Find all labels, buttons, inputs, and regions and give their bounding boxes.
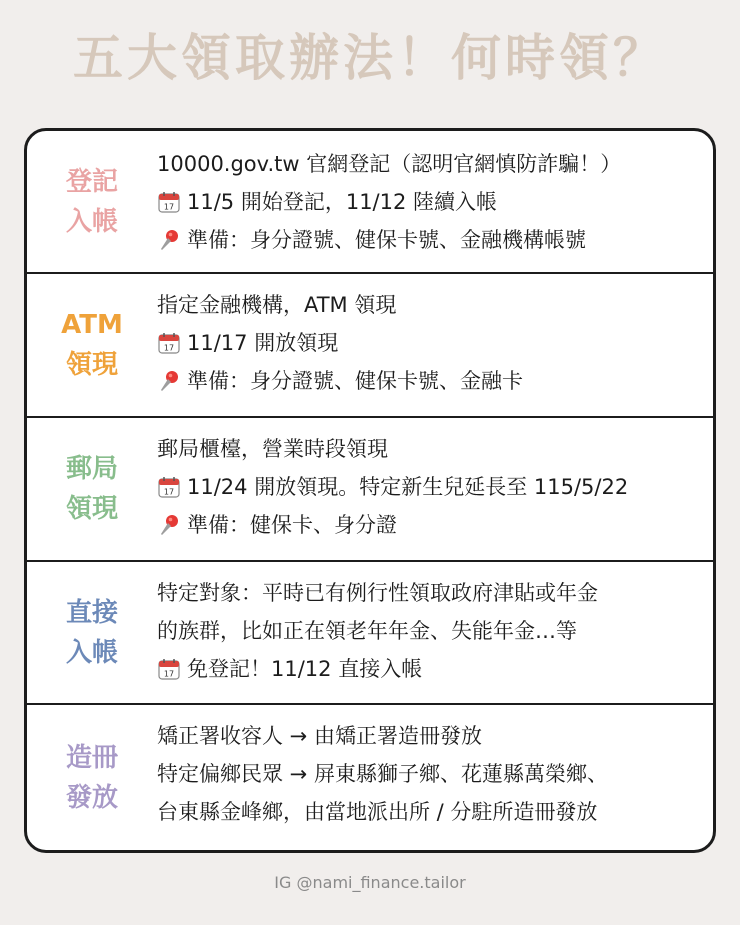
svg-text:17: 17 — [163, 669, 175, 679]
row-content — [157, 418, 713, 560]
row-line — [157, 430, 713, 468]
row-label — [27, 131, 157, 272]
calendar-icon — [157, 475, 181, 499]
pushpin-icon — [157, 513, 181, 537]
row-label-line-1: ATM — [61, 310, 123, 340]
row-line — [157, 183, 713, 221]
row-line-text: 11/17 開放領現 — [187, 331, 339, 355]
row-line-text: 準備：健保卡、身分證 — [187, 513, 397, 537]
row-line — [157, 793, 713, 831]
row-line — [157, 468, 713, 506]
row-line — [157, 324, 713, 362]
row-line — [157, 574, 713, 612]
pushpin-icon — [157, 228, 181, 252]
row-line — [157, 612, 713, 650]
svg-text:17: 17 — [163, 202, 175, 212]
calendar-icon — [157, 331, 181, 355]
row-line-text: 準備：身分證號、健保卡號、金融機構帳號 — [187, 228, 586, 252]
row-line — [157, 145, 713, 183]
row-line — [157, 221, 713, 259]
row-line-text: 免登記！11/12 直接入帳 — [187, 657, 423, 681]
row-line-text: 指定金融機構，ATM 領現 — [157, 293, 397, 317]
row-line — [157, 755, 713, 793]
footer-handle: IG @nami_finance.tailor — [274, 873, 466, 892]
row-line-text: 的族群，比如正在領老年年金、失能年金…等 — [157, 619, 577, 643]
method-row-post-office — [27, 418, 713, 562]
row-label-line-1: 造冊 — [65, 742, 118, 773]
row-label-line-2: 入帳 — [65, 637, 118, 668]
row-line — [157, 362, 713, 400]
row-label — [27, 705, 157, 850]
row-line-text: 矯正署收容人 → 由矯正署造冊發放 — [157, 724, 482, 748]
row-label-line-1: 直接 — [65, 597, 118, 628]
row-label-line-2: 入帳 — [65, 206, 118, 237]
method-row-roster — [27, 705, 713, 850]
row-label — [27, 418, 157, 560]
svg-text:17: 17 — [163, 343, 175, 353]
row-label-line-1: 郵局 — [65, 454, 118, 484]
page-title: 五大領取辦法！何時領？ — [73, 29, 667, 87]
calendar-icon — [157, 190, 181, 214]
row-line-text: 郵局櫃檯，營業時段領現 — [157, 437, 388, 461]
method-row-direct-deposit — [27, 562, 713, 705]
pushpin-icon — [157, 369, 181, 393]
row-line — [157, 717, 713, 755]
row-label-line-2: 領現 — [65, 350, 118, 380]
row-label — [27, 274, 157, 416]
row-line-text: 11/5 開始登記，11/12 陸續入帳 — [187, 190, 498, 214]
row-line — [157, 650, 713, 688]
row-line — [157, 286, 713, 324]
row-line-text: 台東縣金峰鄉，由當地派出所 / 分駐所造冊發放 — [157, 800, 598, 824]
row-line-text: 10000.gov.tw 官網登記（認明官網慎防詐騙！） — [157, 152, 622, 176]
row-content — [157, 131, 713, 272]
row-line-text: 11/24 開放領現。特定新生兒延長至 115/5/22 — [187, 475, 629, 499]
row-line — [157, 506, 713, 544]
calendar-icon — [157, 657, 181, 681]
method-row-atm — [27, 274, 713, 418]
row-content — [157, 562, 713, 703]
row-label-line-2: 發放 — [65, 782, 118, 813]
methods-table — [24, 128, 716, 853]
row-line-text: 準備：身分證號、健保卡號、金融卡 — [187, 369, 523, 393]
row-label — [27, 562, 157, 703]
row-line-text: 特定對象：平時已有例行性領取政府津貼或年金 — [157, 581, 598, 605]
row-content — [157, 274, 713, 416]
row-label-line-1: 登記 — [65, 166, 118, 197]
row-content — [157, 705, 713, 850]
method-row-register — [27, 131, 713, 274]
row-line-text: 特定偏鄉民眾 → 屏東縣獅子鄉、花蓮縣萬榮鄉、 — [157, 762, 608, 786]
row-label-line-2: 領現 — [65, 494, 118, 524]
svg-text:17: 17 — [163, 487, 175, 497]
